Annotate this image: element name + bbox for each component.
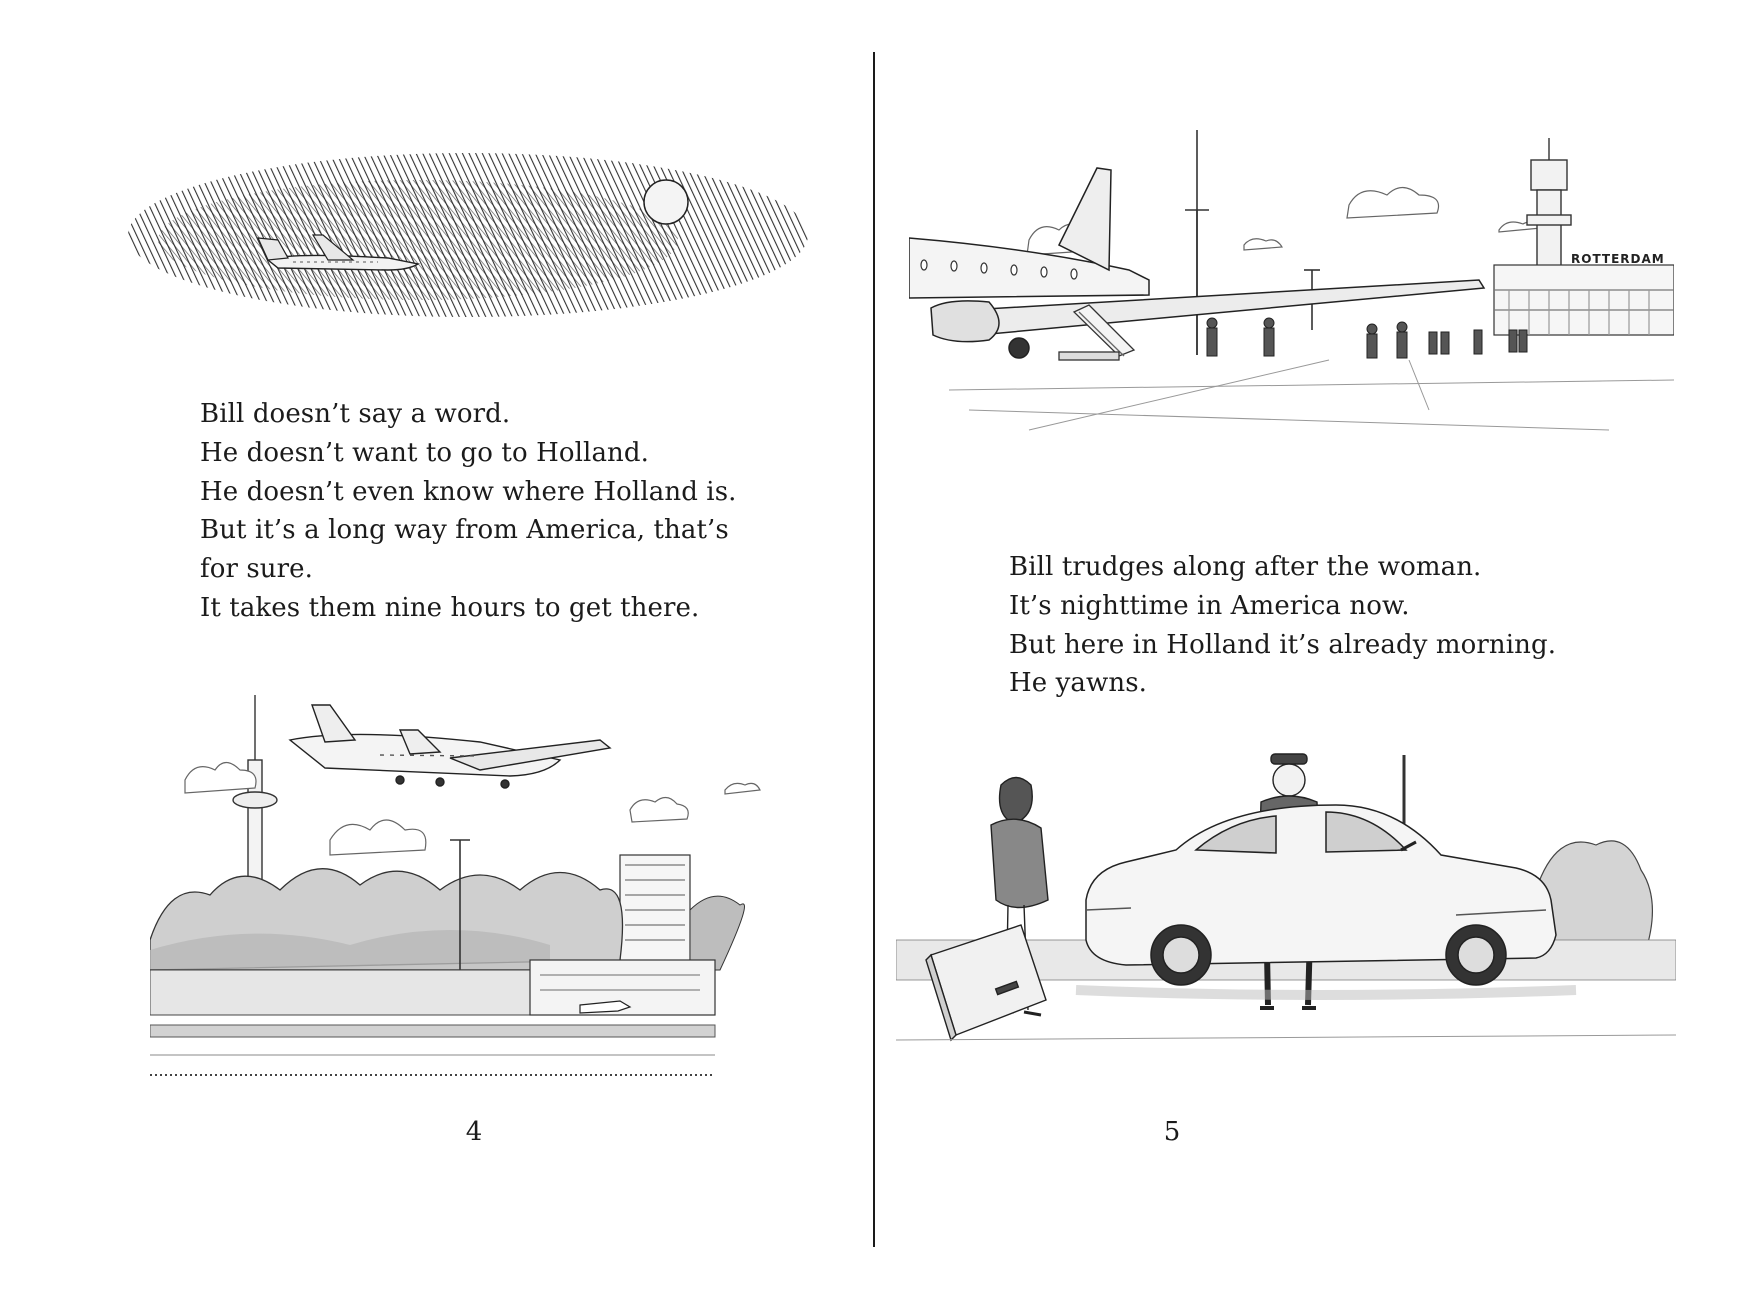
page-number-left: 4 (465, 1117, 483, 1147)
airport-landing-illustration (150, 680, 815, 1090)
taxi-car (1086, 805, 1556, 985)
left-page (0, 0, 874, 1300)
control-tower (1527, 138, 1571, 270)
night-sky-drawing (118, 140, 818, 330)
office-building (620, 855, 690, 965)
woman-with-suitcase (926, 778, 1048, 1041)
right-page (876, 0, 1750, 1300)
text-line: for sure. (200, 554, 314, 585)
terminal-sign-text: ROTTERDAM (1571, 252, 1665, 266)
walking-passengers (1207, 318, 1527, 358)
airport-landing-drawing (150, 680, 815, 1090)
moon (644, 180, 688, 224)
landing-airplane (290, 705, 610, 788)
airport-apron-illustration (909, 130, 1674, 485)
text-line: But it’s a long way from America, that’s (200, 515, 729, 546)
page-number-right: 5 (1163, 1117, 1181, 1147)
night-sky-airplane-illustration (118, 140, 818, 330)
right-page-paragraph (1009, 548, 1556, 703)
text-line: He yawns. (1009, 668, 1148, 699)
text-line: But here in Holland it’s already morning. (1009, 629, 1557, 660)
taxi-arrival-drawing (896, 750, 1676, 1090)
text-line: Bill trudges along after the woman. (1009, 552, 1482, 582)
text-line: Bill doesn’t say a word. (200, 399, 511, 429)
text-line: It’s nighttime in America now. (1009, 590, 1410, 621)
text-line: It takes them nine hours to get there. (200, 592, 700, 623)
text-line: He doesn’t even know where Holland is. (200, 476, 737, 507)
terminal-building (1494, 265, 1674, 335)
taxi-arrival-illustration (896, 750, 1676, 1090)
airport-apron-drawing (909, 130, 1674, 485)
text-line: He doesn’t want to go to Holland. (200, 437, 649, 468)
left-page-paragraph (200, 395, 737, 628)
